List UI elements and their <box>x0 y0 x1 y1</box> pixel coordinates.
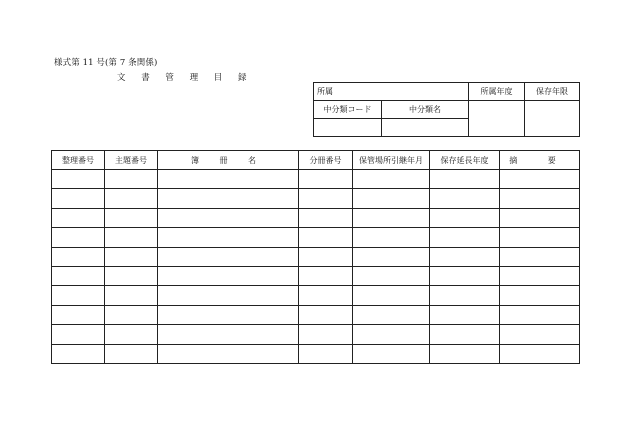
table-cell[interactable] <box>158 305 299 324</box>
table-cell[interactable] <box>52 189 105 208</box>
table-cell[interactable] <box>158 228 299 247</box>
table-cell[interactable] <box>353 170 430 189</box>
retention-years-label: 保存年限 <box>525 83 580 101</box>
table-cell[interactable] <box>500 266 580 285</box>
table-cell[interactable] <box>353 208 430 227</box>
table-cell[interactable] <box>158 208 299 227</box>
table-row <box>52 266 580 285</box>
mid-category-code-label: 中分類コード <box>314 101 382 119</box>
table-cell[interactable] <box>105 305 158 324</box>
table-cell[interactable] <box>105 266 158 285</box>
table-cell[interactable] <box>52 170 105 189</box>
table-cell[interactable] <box>430 286 500 305</box>
table-cell[interactable] <box>430 170 500 189</box>
table-cell[interactable] <box>500 189 580 208</box>
column-header: 保存延長年度 <box>430 151 500 170</box>
table-cell[interactable] <box>52 228 105 247</box>
table-cell[interactable] <box>52 344 105 363</box>
table-cell[interactable] <box>299 189 353 208</box>
table-cell[interactable] <box>353 286 430 305</box>
table-row <box>52 325 580 344</box>
table-cell[interactable] <box>105 228 158 247</box>
table-cell[interactable] <box>299 286 353 305</box>
register-table <box>51 150 580 364</box>
affiliation-year-label: 所属年度 <box>469 83 525 101</box>
mid-category-name-field[interactable] <box>382 119 469 137</box>
table-cell[interactable] <box>430 325 500 344</box>
table-cell[interactable] <box>353 228 430 247</box>
retention-years-field[interactable] <box>525 101 580 137</box>
table-cell[interactable] <box>299 208 353 227</box>
table-row <box>52 286 580 305</box>
table-cell[interactable] <box>353 247 430 266</box>
table-cell[interactable] <box>500 247 580 266</box>
table-row <box>52 189 580 208</box>
table-cell[interactable] <box>353 266 430 285</box>
table-cell[interactable] <box>430 208 500 227</box>
table-cell[interactable] <box>500 208 580 227</box>
table-cell[interactable] <box>158 266 299 285</box>
table-cell[interactable] <box>158 325 299 344</box>
table-cell[interactable] <box>500 344 580 363</box>
table-cell[interactable] <box>105 344 158 363</box>
mid-category-name-label: 中分類名 <box>382 101 469 119</box>
table-cell[interactable] <box>52 266 105 285</box>
header-info-table <box>313 82 580 137</box>
table-cell[interactable] <box>105 208 158 227</box>
table-cell[interactable] <box>430 266 500 285</box>
table-cell[interactable] <box>353 305 430 324</box>
table-cell[interactable] <box>353 344 430 363</box>
table-cell[interactable] <box>158 170 299 189</box>
table-cell[interactable] <box>158 286 299 305</box>
table-cell[interactable] <box>105 286 158 305</box>
column-header: 保管場所引継年月 <box>353 151 430 170</box>
table-cell[interactable] <box>105 170 158 189</box>
table-cell[interactable] <box>105 189 158 208</box>
table-row <box>52 170 580 189</box>
table-cell[interactable] <box>353 189 430 208</box>
affiliation-year-field[interactable] <box>469 101 525 137</box>
table-cell[interactable] <box>299 228 353 247</box>
table-cell[interactable] <box>105 325 158 344</box>
table-cell[interactable] <box>299 344 353 363</box>
table-cell[interactable] <box>299 170 353 189</box>
table-cell[interactable] <box>500 170 580 189</box>
mid-category-code-field[interactable] <box>314 119 382 137</box>
table-cell[interactable] <box>430 247 500 266</box>
affiliation-label: 所属 <box>314 83 469 101</box>
table-cell[interactable] <box>500 228 580 247</box>
table-row <box>52 344 580 363</box>
table-cell[interactable] <box>299 247 353 266</box>
document-title: 文 書 管 理 目 録 <box>117 73 254 83</box>
table-cell[interactable] <box>500 325 580 344</box>
table-row <box>52 228 580 247</box>
table-cell[interactable] <box>430 344 500 363</box>
table-row <box>52 247 580 266</box>
table-cell[interactable] <box>500 286 580 305</box>
table-cell[interactable] <box>52 325 105 344</box>
table-cell[interactable] <box>158 189 299 208</box>
column-header: 簿 冊 名 <box>158 151 299 170</box>
table-cell[interactable] <box>105 247 158 266</box>
table-cell[interactable] <box>52 208 105 227</box>
table-cell[interactable] <box>52 305 105 324</box>
table-cell[interactable] <box>299 266 353 285</box>
table-cell[interactable] <box>430 305 500 324</box>
table-cell[interactable] <box>52 286 105 305</box>
table-cell[interactable] <box>299 325 353 344</box>
form-id-label: 様式第 11 号(第 7 条関係) <box>54 58 158 68</box>
register-header-row <box>52 151 580 170</box>
table-cell[interactable] <box>158 344 299 363</box>
table-row <box>52 305 580 324</box>
column-header: 摘 要 <box>500 151 580 170</box>
table-cell[interactable] <box>430 228 500 247</box>
column-header: 主題番号 <box>105 151 158 170</box>
table-cell[interactable] <box>158 247 299 266</box>
column-header: 分冊番号 <box>299 151 353 170</box>
table-cell[interactable] <box>500 305 580 324</box>
table-cell[interactable] <box>52 247 105 266</box>
column-header: 整理番号 <box>52 151 105 170</box>
table-cell[interactable] <box>430 189 500 208</box>
table-row <box>52 208 580 227</box>
table-cell[interactable] <box>299 305 353 324</box>
register-body <box>52 170 580 364</box>
table-cell[interactable] <box>353 325 430 344</box>
